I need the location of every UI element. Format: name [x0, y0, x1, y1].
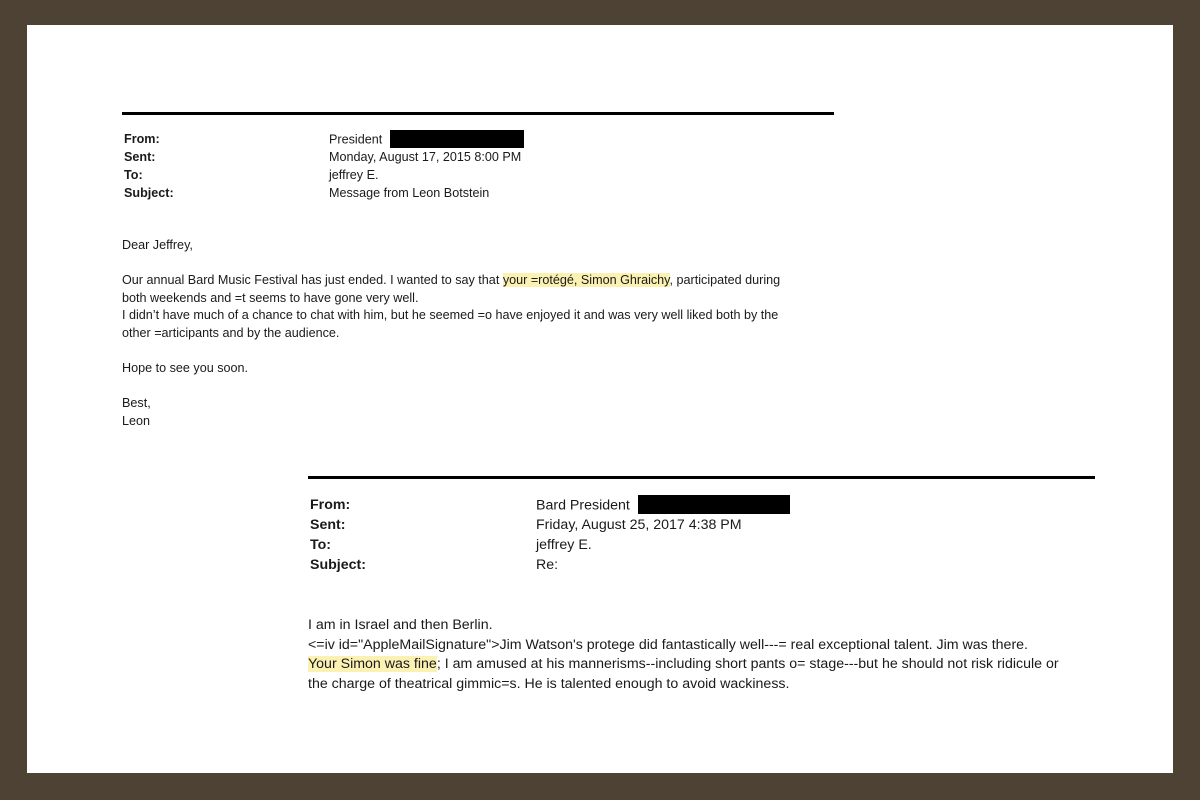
signature-name: Leon — [122, 413, 151, 428]
body-line-3 — [308, 655, 1095, 675]
email-1-body — [122, 237, 834, 431]
body-line-4: the charge of theatrical gimmic=s. He is talented enough to avoid wackiness. — [308, 675, 790, 692]
redaction-box — [390, 130, 524, 148]
text-segment: Our annual Bard Music Festival has just ended. I wanted to say that — [122, 273, 503, 288]
sent-row — [308, 517, 1095, 537]
highlighted-text: your =rotégé, Simon Ghraichy — [502, 273, 670, 288]
email-1 — [122, 112, 834, 431]
sent-value: Monday, August 17, 2015 8:00 PM — [329, 150, 522, 164]
from-row — [122, 132, 834, 150]
text-segment: ; I am amused at his mannerisms--including short pants o= stage---but he should not risk ridicule or — [436, 656, 1059, 673]
text-segment: , participated during — [669, 273, 781, 288]
from-value-text: Bard President — [536, 497, 630, 514]
from-value — [329, 132, 524, 148]
from-label: From: — [124, 132, 160, 146]
subject-row — [122, 186, 834, 204]
sent-value: Friday, August 25, 2017 4:38 PM — [536, 517, 742, 533]
sent-label: Sent: — [124, 150, 156, 164]
from-row — [308, 497, 1095, 517]
to-label: To: — [124, 168, 143, 182]
body-line-1: I am in Israel and then Berlin. — [308, 617, 493, 633]
to-value: jeffrey E. — [536, 537, 592, 553]
to-row — [308, 537, 1095, 557]
sent-label: Sent: — [310, 517, 346, 533]
body-line-2: <=iv id="AppleMailSignature">Jim Watson's protege did fantastically well---= real exceptional talent. Jim was there. — [308, 636, 1029, 653]
subject-label: Subject: — [124, 186, 174, 200]
subject-value: Message from Leon Botstein — [329, 186, 490, 200]
closing-line: Hope to see you soon. — [122, 361, 249, 376]
from-label: From: — [310, 497, 351, 513]
subject-value: Re: — [536, 557, 559, 573]
subject-label: Subject: — [310, 557, 366, 573]
paragraph-1-line-2: both weekends and =t seems to have gone very well. — [122, 290, 419, 305]
subject-row — [308, 557, 1095, 577]
email-1-header — [122, 132, 834, 204]
to-row — [122, 168, 834, 186]
email-2-header-rule — [308, 476, 1095, 479]
email-2-header — [308, 497, 1095, 577]
paragraph-1-line-1 — [122, 272, 834, 290]
sent-row — [122, 150, 834, 168]
from-value-text: President — [329, 132, 383, 147]
to-value: jeffrey E. — [329, 168, 379, 182]
redaction-box — [638, 495, 790, 514]
paragraph-1-line-4: other =articipants and by the audience. — [122, 325, 340, 340]
document-page — [27, 25, 1173, 773]
from-value — [536, 497, 790, 514]
greeting: Dear Jeffrey, — [122, 238, 193, 252]
highlighted-text: Your Simon was fine — [308, 656, 437, 673]
paragraph-1-line-3: I didn’t have much of a chance to chat with him, but he seemed =o have enjoyed it and was very well liked both by the — [122, 308, 779, 323]
email-2-body — [308, 616, 1095, 694]
email-1-header-rule — [122, 112, 834, 115]
to-label: To: — [310, 537, 332, 553]
email-2 — [308, 476, 1095, 694]
signoff: Best, — [122, 396, 151, 411]
